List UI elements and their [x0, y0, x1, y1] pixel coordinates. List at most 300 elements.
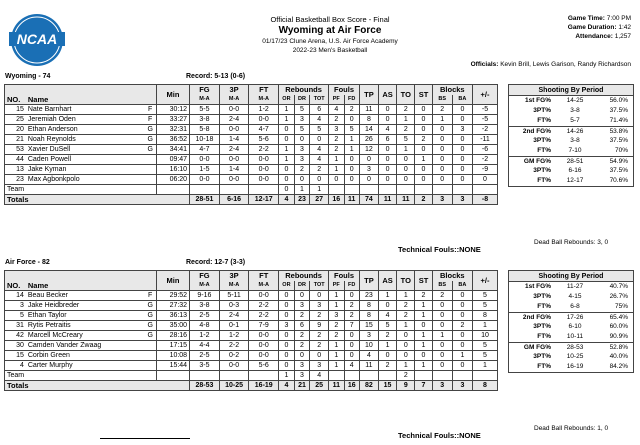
stat-st: 0: [415, 124, 432, 134]
team-to: 2: [397, 370, 415, 380]
stat-bs: 0: [432, 300, 452, 310]
stat-dr: 2: [294, 330, 309, 340]
col-to: TO: [397, 271, 415, 291]
period-row: [509, 292, 633, 302]
totals-ft: 16-19: [249, 380, 279, 390]
stat-st: 0: [415, 174, 432, 184]
header-row: [5, 85, 498, 95]
player-name: Jeremiah Oden: [26, 114, 145, 124]
period-row: [509, 166, 633, 176]
stat-plusminus: -5: [472, 114, 497, 124]
stat-tp: 4: [359, 350, 378, 360]
stat-ba: 0: [452, 310, 472, 320]
stat-tp: 3: [359, 164, 378, 174]
totals-p3: 6-16: [219, 194, 249, 204]
stat-3p: 0-3: [219, 300, 249, 310]
stat-st: 2: [415, 134, 432, 144]
player-position: G: [145, 300, 157, 310]
stat-or: 0: [279, 164, 295, 174]
totals-tot: 25: [310, 380, 329, 390]
stat-pf: 2: [329, 114, 344, 124]
team-tot: 1: [310, 184, 329, 194]
stat-ft: 1-2: [249, 104, 279, 114]
stat-bs: 0: [432, 154, 452, 164]
stat-tot: 5: [310, 124, 329, 134]
stat-fg: 4-8: [190, 320, 220, 330]
col-bs: BS: [432, 281, 452, 291]
stat-tp: 11: [359, 360, 378, 370]
period-percentage: 56.0%: [609, 97, 628, 104]
col-no: NO.: [5, 281, 26, 291]
period-made-attempted: 28-53: [566, 344, 584, 351]
col-no: NO.: [5, 95, 26, 105]
totals-ft: 12-17: [249, 194, 279, 204]
period-percentage: 75%: [614, 303, 628, 310]
stat-fd: 1: [344, 144, 359, 154]
stat-fd: 5: [344, 124, 359, 134]
date-venue: 01/17/23 Clune Arena, U.S. Air Force Academy: [262, 38, 398, 45]
stat-tp: 10: [359, 340, 378, 350]
stat-ft: 4-7: [249, 124, 279, 134]
stat-dr: 6: [294, 320, 309, 330]
stat-or: 1: [279, 154, 295, 164]
team-record: Record: 5-13 (0-6): [186, 73, 246, 80]
team-or: 1: [279, 370, 295, 380]
player-number: 5: [5, 310, 26, 320]
stat-ft: 0-0: [249, 340, 279, 350]
player-number: 53: [5, 144, 26, 154]
stat-as: 0: [378, 174, 396, 184]
col-ft: FT: [249, 271, 279, 281]
stat-ft: 0-0: [249, 174, 279, 184]
stat-dr: 0: [294, 290, 309, 300]
stat-tp: 8: [359, 300, 378, 310]
period-stat-label: FT%: [537, 303, 551, 310]
team-row: [5, 370, 498, 380]
stat-plusminus: -2: [472, 124, 497, 134]
totals-dr: 23: [294, 194, 309, 204]
stat-dr: 3: [294, 144, 309, 154]
col-ba: BA: [452, 95, 472, 105]
stat-tp: 0: [359, 154, 378, 164]
stat-fg: 2-5: [190, 310, 220, 320]
stat-plusminus: 0: [472, 174, 497, 184]
period-title: Shooting By Period: [509, 85, 633, 96]
col-made-attempted: M-A: [249, 95, 279, 105]
stat-3p: 1-4: [219, 134, 249, 144]
team-row-label: Team: [5, 184, 157, 194]
stat-or: 0: [279, 290, 295, 300]
stat-fg: 3-5: [190, 360, 220, 370]
stat-ft: 5-6: [249, 134, 279, 144]
period-made-attempted: 16-19: [566, 363, 584, 370]
period-made-attempted: 10-25: [566, 353, 584, 360]
period-percentage: 52.8%: [609, 344, 628, 351]
stat-tot: 2: [310, 340, 329, 350]
stat-3p: 1-4: [219, 164, 249, 174]
team-title: Air Force - 82: [5, 259, 50, 266]
stat-fd: 0: [344, 330, 359, 340]
col-fg: FG: [190, 271, 220, 281]
player-row: [5, 300, 498, 310]
totals-fg: 28-51: [190, 194, 220, 204]
stat-or: 0: [279, 174, 295, 184]
stat-fd: 1: [344, 134, 359, 144]
stat-plusminus: 5: [472, 290, 497, 300]
stat-dr: 0: [294, 134, 309, 144]
stat-minutes: 32:31: [156, 124, 189, 134]
stat-bs: 0: [432, 144, 452, 154]
period-row: [509, 312, 633, 322]
stat-plusminus: 5: [472, 300, 497, 310]
stat-pf: 4: [329, 104, 344, 114]
col-plusminus: +/-: [472, 85, 497, 105]
player-position: [145, 340, 157, 350]
col-name: Name: [26, 95, 157, 105]
stat-st: 1: [415, 154, 432, 164]
header-row: [5, 271, 498, 281]
stat-as: 0: [378, 144, 396, 154]
stat-ba: 0: [452, 114, 472, 124]
col-fouls: Fouls: [329, 85, 360, 95]
period-percentage: 71.4%: [609, 117, 628, 124]
stat-st: 0: [415, 144, 432, 154]
stat-fg: 2-5: [190, 350, 220, 360]
stat-3p: 0-2: [219, 350, 249, 360]
period-stat-label: 3PT%: [533, 107, 551, 114]
stat-plusminus: -2: [472, 154, 497, 164]
totals-pm: -8: [472, 194, 497, 204]
stat-st: 2: [415, 290, 432, 300]
col-or: OR: [279, 95, 295, 105]
period-row: [509, 136, 633, 146]
totals-row: [5, 380, 498, 390]
stat-ba: 0: [452, 300, 472, 310]
stat-minutes: 16:10: [156, 164, 189, 174]
svg-text:NCAA: NCAA: [16, 31, 58, 47]
stat-tot: 0: [310, 134, 329, 144]
player-position: F: [145, 290, 157, 300]
stat-fg: 1-5: [190, 164, 220, 174]
stat-dr: 2: [294, 310, 309, 320]
stat-tp: 23: [359, 290, 378, 300]
player-name: Noah Reynolds: [26, 134, 145, 144]
stat-plusminus: 5: [472, 350, 497, 360]
player-number: 15: [5, 104, 26, 114]
stat-minutes: 34:41: [156, 144, 189, 154]
col-ft: FT: [249, 85, 279, 95]
stat-or: 0: [279, 330, 295, 340]
period-stat-label: FT%: [537, 147, 551, 154]
period-made-attempted: 10-11: [566, 333, 584, 340]
player-position: F: [145, 104, 157, 114]
stat-ba: 0: [452, 330, 472, 340]
stat-fg: 10-18: [190, 134, 220, 144]
stat-ba: 0: [452, 144, 472, 154]
stat-to: 2: [397, 124, 415, 134]
player-position: [145, 350, 157, 360]
period-stat-label: FT%: [537, 363, 551, 370]
period-row: [509, 352, 633, 362]
stat-bs: 1: [432, 114, 452, 124]
stat-ba: 1: [452, 350, 472, 360]
stat-to: 2: [397, 310, 415, 320]
stat-3p: 2-4: [219, 114, 249, 124]
stat-ba: 2: [452, 320, 472, 330]
player-name: Jake Heidbreder: [26, 300, 145, 310]
stat-ba: 3: [452, 124, 472, 134]
period-made-attempted: 17-26: [566, 314, 584, 321]
stat-st: 1: [415, 330, 432, 340]
stat-plusminus: 1: [472, 360, 497, 370]
stat-fd: 0: [344, 174, 359, 184]
totals-fd: 16: [344, 380, 359, 390]
player-position: [145, 360, 157, 370]
stat-as: 0: [378, 114, 396, 124]
stat-to: 0: [397, 154, 415, 164]
player-row: [5, 124, 498, 134]
col-3p: 3P: [219, 271, 249, 281]
player-name: Xavier DuSell: [26, 144, 145, 154]
stat-ft: 0-0: [249, 114, 279, 124]
period-stat-label: 2nd FG%: [522, 128, 551, 135]
period-made-attempted: 6-10: [568, 323, 582, 330]
col-or: OR: [279, 281, 295, 291]
stat-dr: 5: [294, 124, 309, 134]
period-stat-label: FT%: [537, 333, 551, 340]
stat-ba: 0: [452, 104, 472, 114]
player-row: [5, 320, 498, 330]
stat-fd: 0: [344, 164, 359, 174]
stat-as: 2: [378, 360, 396, 370]
stat-st: 0: [415, 350, 432, 360]
totals-bs: 3: [432, 380, 452, 390]
attendance: 1,257: [614, 33, 631, 40]
stat-or: 1: [279, 104, 295, 114]
stat-3p: 2-4: [219, 144, 249, 154]
stat-tp: 3: [359, 330, 378, 340]
stat-tot: 2: [310, 164, 329, 174]
period-percentage: 90.9%: [609, 333, 628, 340]
stat-minutes: 30:12: [156, 104, 189, 114]
stat-minutes: 33:27: [156, 114, 189, 124]
stat-3p: 0-0: [219, 360, 249, 370]
team-dr: 1: [294, 184, 309, 194]
col-st: ST: [415, 271, 432, 291]
stat-plusminus: 8: [472, 310, 497, 320]
stat-3p: 0-0: [219, 124, 249, 134]
stat-or: 0: [279, 340, 295, 350]
totals-tp: 74: [359, 194, 378, 204]
stat-as: 1: [378, 290, 396, 300]
player-row: [5, 164, 498, 174]
period-made-attempted: 28-51: [566, 158, 584, 165]
period-stat-label: FT%: [537, 117, 551, 124]
totals-as: 11: [378, 194, 396, 204]
stat-fg: 4-7: [190, 144, 220, 154]
stat-bs: 2: [432, 290, 452, 300]
player-name: Camden Vander Zwaag: [26, 340, 145, 350]
attendance-label: Attendance:: [575, 33, 613, 40]
stat-to: 0: [397, 330, 415, 340]
stat-tot: 4: [310, 154, 329, 164]
player-position: G: [145, 330, 157, 340]
player-row: [5, 340, 498, 350]
stat-3p: 2-4: [219, 310, 249, 320]
team-or: 0: [279, 184, 295, 194]
stat-bs: 0: [432, 164, 452, 174]
totals-fg: 28-53: [190, 380, 220, 390]
col-fd: FD: [344, 95, 359, 105]
totals-ba: 3: [452, 380, 472, 390]
stat-ft: 5-6: [249, 360, 279, 370]
col-st: ST: [415, 85, 432, 105]
period-percentage: 40.0%: [609, 353, 628, 360]
stat-or: 0: [279, 134, 295, 144]
col-name: Name: [26, 281, 157, 291]
team-dr: 3: [294, 370, 309, 380]
stat-dr: 3: [294, 360, 309, 370]
stat-fd: 0: [344, 290, 359, 300]
stat-dr: 2: [294, 164, 309, 174]
stat-as: 0: [378, 104, 396, 114]
stat-as: 1: [378, 340, 396, 350]
stat-minutes: 28:16: [156, 330, 189, 340]
stat-dr: 5: [294, 104, 309, 114]
stat-bs: 2: [432, 104, 452, 114]
player-number: 4: [5, 360, 26, 370]
player-row: [5, 134, 498, 144]
stat-pf: 2: [329, 330, 344, 340]
stat-fg: 5-5: [190, 104, 220, 114]
col-made-attempted: M-A: [249, 281, 279, 291]
stat-pf: 0: [329, 174, 344, 184]
team-row: [5, 184, 498, 194]
player-row: [5, 350, 498, 360]
technical-fouls: Technical Fouls::NONE: [398, 431, 481, 440]
stat-fd: 7: [344, 320, 359, 330]
team-tot: 4: [310, 370, 329, 380]
period-title: Shooting By Period: [509, 271, 633, 282]
player-row: [5, 154, 498, 164]
col-made-attempted: M-A: [219, 95, 249, 105]
stat-ft: 2-2: [249, 144, 279, 154]
stat-tp: 11: [359, 104, 378, 114]
col-dr: DR: [294, 95, 309, 105]
stat-bs: 0: [432, 124, 452, 134]
stat-minutes: 36:13: [156, 310, 189, 320]
period-percentage: 53.8%: [609, 128, 628, 135]
player-name: Jake Kyman: [26, 164, 145, 174]
stat-or: 0: [279, 124, 295, 134]
col-blocks: Blocks: [432, 271, 472, 281]
player-name: Beau Becker: [26, 290, 145, 300]
totals-fd: 11: [344, 194, 359, 204]
stat-ba: 0: [452, 340, 472, 350]
totals-dr: 21: [294, 380, 309, 390]
stat-bs: 0: [432, 350, 452, 360]
col-blocks: Blocks: [432, 85, 472, 95]
totals-pm: 8: [472, 380, 497, 390]
player-position: G: [145, 144, 157, 154]
player-position: G: [145, 310, 157, 320]
stat-tot: 0: [310, 174, 329, 184]
period-row: [509, 362, 633, 372]
stat-fd: 0: [344, 340, 359, 350]
stat-ba: 0: [452, 360, 472, 370]
player-position: G: [145, 124, 157, 134]
stat-fg: 5-8: [190, 124, 220, 134]
stat-ba: 0: [452, 290, 472, 300]
officials-label: Officials:: [470, 61, 499, 68]
stat-plusminus: 5: [472, 340, 497, 350]
stat-to: 0: [397, 340, 415, 350]
stat-to: 0: [397, 350, 415, 360]
period-stat-label: FT%: [537, 177, 551, 184]
stat-minutes: 06:20: [156, 174, 189, 184]
totals-pf: 16: [329, 194, 344, 204]
period-row: [509, 302, 633, 312]
stat-st: 0: [415, 114, 432, 124]
stat-or: 1: [279, 144, 295, 154]
col-as: AS: [378, 85, 396, 105]
stat-plusminus: -11: [472, 134, 497, 144]
stat-pf: 1: [329, 300, 344, 310]
period-percentage: 40.7%: [609, 283, 628, 290]
matchup-title: Wyoming at Air Force: [278, 25, 382, 36]
player-number: 13: [5, 164, 26, 174]
period-stat-label: 2nd FG%: [522, 314, 551, 321]
player-position: G: [145, 134, 157, 144]
stat-dr: 3: [294, 154, 309, 164]
player-name: Corbin Green: [26, 350, 145, 360]
duration-label: Game Duration:: [567, 24, 617, 31]
stat-pf: 2: [329, 320, 344, 330]
col-fouls: Fouls: [329, 271, 360, 281]
col-made-attempted: M-A: [190, 95, 220, 105]
period-row: [509, 176, 633, 186]
period-stat-label: GM FG%: [523, 158, 551, 165]
col-tp: TP: [359, 271, 378, 291]
player-name: Marcell McCreary: [26, 330, 145, 340]
box-score-table: [4, 84, 498, 205]
col-tot: TOT: [310, 95, 329, 105]
stat-tot: 4: [310, 144, 329, 154]
team-title: Wyoming - 74: [5, 73, 51, 80]
period-row: [509, 282, 633, 292]
stat-tot: 0: [310, 290, 329, 300]
period-stat-label: GM FG%: [523, 344, 551, 351]
stat-ft: 0-0: [249, 290, 279, 300]
stat-pf: 2: [329, 134, 344, 144]
stat-to: 1: [397, 114, 415, 124]
period-percentage: 60.0%: [609, 323, 628, 330]
stat-bs: 0: [432, 340, 452, 350]
stat-minutes: 29:52: [156, 290, 189, 300]
stat-dr: 2: [294, 340, 309, 350]
stat-tot: 3: [310, 360, 329, 370]
stat-pf: 3: [329, 124, 344, 134]
period-percentage: 37.5%: [609, 107, 628, 114]
period-percentage: 70%: [614, 147, 628, 154]
stat-as: 0: [378, 154, 396, 164]
period-percentage: 70.6%: [609, 177, 628, 184]
stat-as: 0: [378, 300, 396, 310]
player-number: 25: [5, 114, 26, 124]
stat-bs: 0: [432, 360, 452, 370]
officials: [471, 61, 631, 68]
period-stat-label: 1st FG%: [524, 97, 551, 104]
